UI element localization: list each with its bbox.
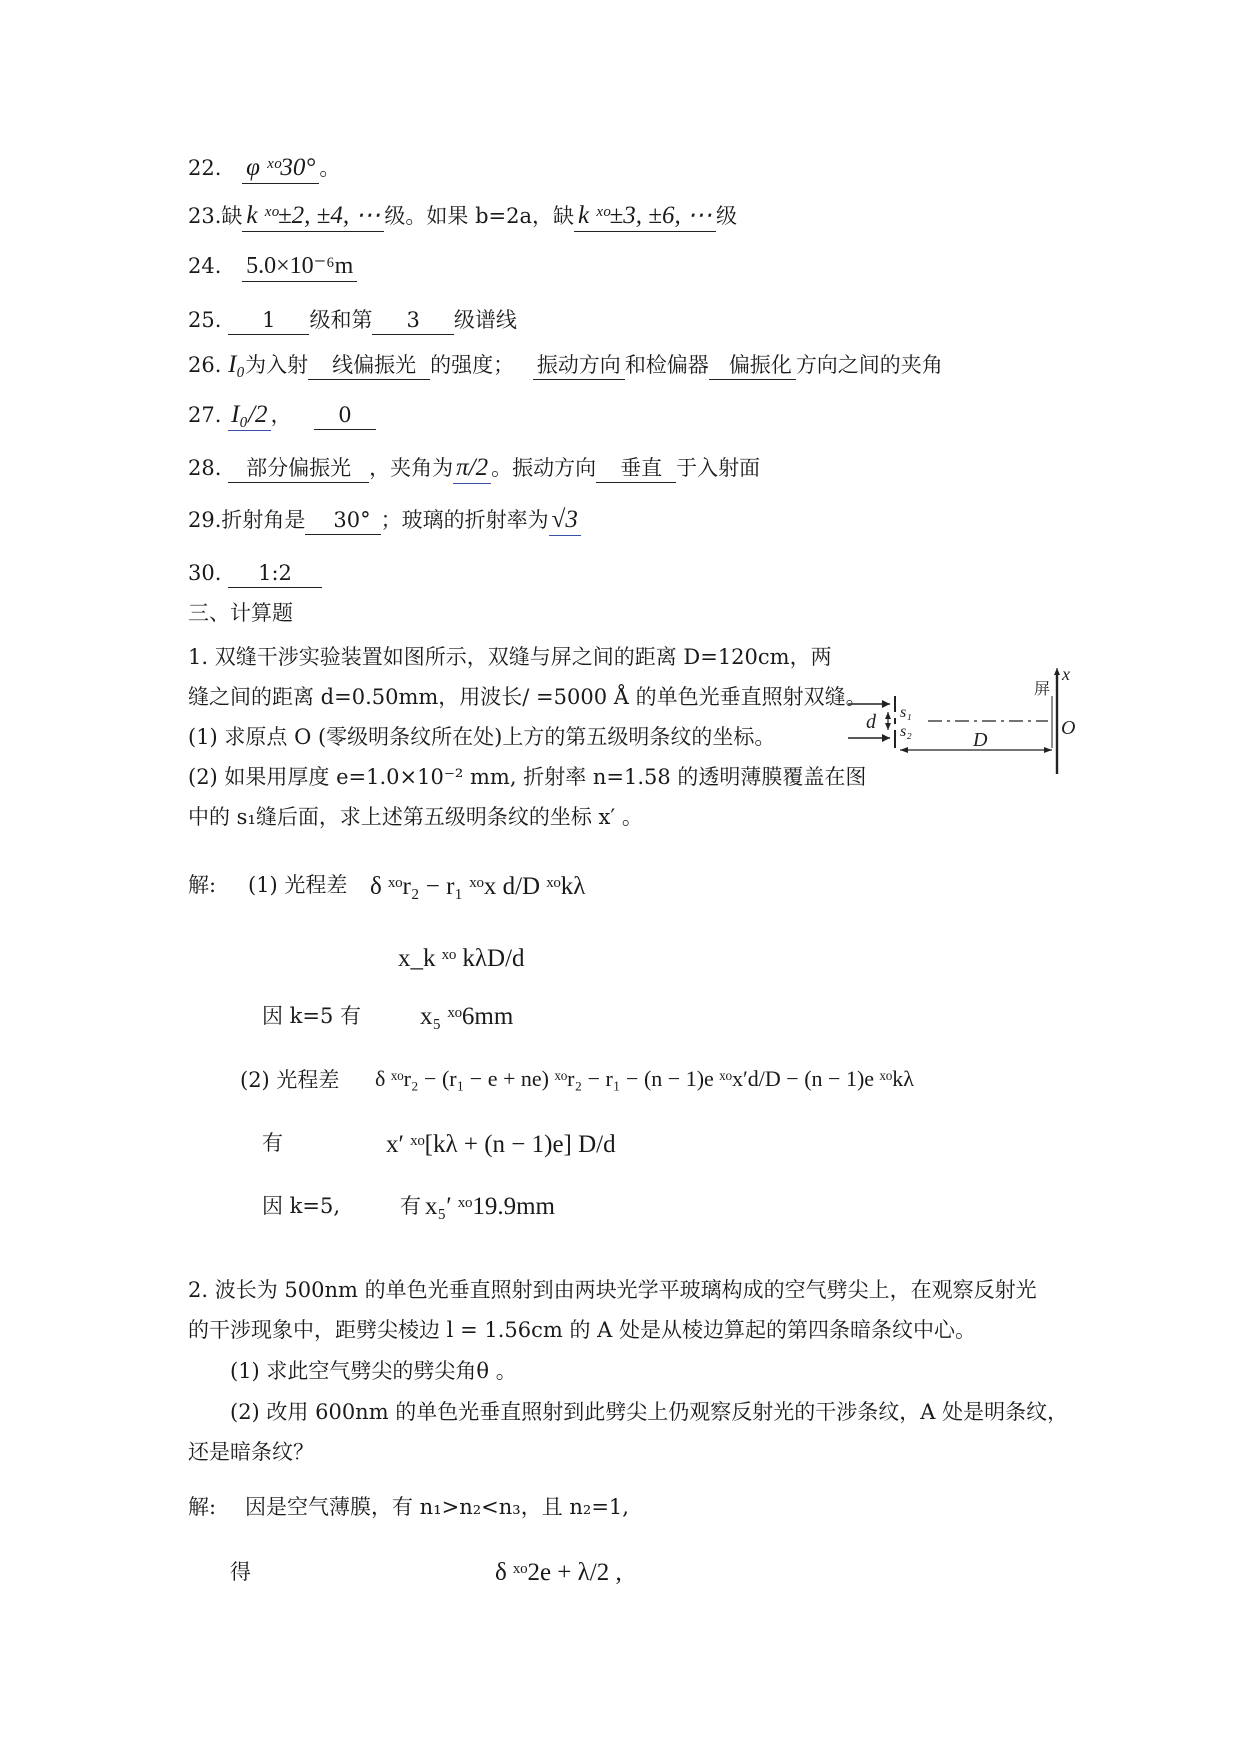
solution-step: 因是空气薄膜，有 n₁>n₂<n₃，且 n₂=1,	[245, 1495, 629, 1519]
answer-text: 级。如果 b=2a，缺	[384, 204, 574, 228]
answer-26	[188, 352, 943, 380]
solution-step: 因 k=5 有	[262, 1004, 362, 1028]
answer-text: 。	[319, 156, 341, 180]
problem1-line: (1) 求原点 O (零级明条纹所在处)上方的第五级明条纹的坐标。	[188, 725, 776, 749]
solution-step: 得	[230, 1560, 251, 1584]
answer-value: I₀/2	[231, 401, 268, 428]
problem2-line: (1) 求此空气劈尖的劈尖角θ 。	[230, 1359, 517, 1383]
problem1-line: (2) 如果用厚度 e=1.0×10⁻² mm, 折射率 n=1.58 的透明薄膜覆盖在图	[188, 765, 867, 789]
equation-new-position: x′ ˣᵒ[kλ + (n − 1)e] D/d	[386, 1131, 616, 1158]
answer-value: 5.0×10⁻⁶m	[246, 253, 354, 279]
equation-fringe-position: x_k ˣᵒ kλD/d	[398, 945, 525, 972]
answer-blank	[242, 254, 357, 282]
equation-path-difference: δ ˣᵒr₂ − r₁ ˣᵒx d/D ˣᵒkλ	[370, 873, 586, 900]
answer-27	[188, 402, 376, 431]
answer-28	[188, 455, 760, 484]
answer-text: 方向之间的夹角	[795, 353, 943, 377]
answer-blank: 3	[372, 310, 453, 335]
answer-text: ；玻璃的折射率为	[380, 508, 549, 532]
answer-text: 为入射	[245, 353, 309, 377]
solution-step: 有	[262, 1131, 283, 1155]
answer-text: 缺	[221, 204, 243, 228]
equation-result-x5-prime: x₅′ ˣᵒ19.9mm	[425, 1193, 556, 1220]
intensity-symbol: I₀	[228, 351, 246, 378]
answer-number: 26.	[188, 353, 222, 377]
solution-step: (1) 光程差	[248, 873, 348, 897]
problem1-line: 1. 双缝干涉实验装置如图所示，双缝与屏之间的距离 D=120cm，两	[188, 645, 832, 669]
screen-distance-label: D	[973, 729, 988, 751]
answer-text: 级谱线	[453, 308, 517, 332]
answer-text: 级	[715, 204, 737, 228]
equation-wedge-path-difference: δ ˣᵒ2e + λ/2 ,	[495, 1559, 622, 1586]
answer-number: 24.	[188, 254, 222, 278]
problem1-line: 中的 s₁缝后面，求上述第五级明条纹的坐标 x′ 。	[188, 805, 643, 829]
answer-blank	[574, 203, 716, 232]
slit2-label: s₂	[900, 723, 912, 740]
answer-23	[188, 203, 737, 232]
problem2-line: 还是暗条纹？	[188, 1440, 314, 1464]
equation-result-x5: x₅ ˣᵒ6mm	[420, 1003, 514, 1030]
solution-step: (2) 光程差	[240, 1068, 340, 1092]
answer-text: ，	[270, 403, 292, 427]
screen-label: 屏	[1034, 679, 1051, 698]
solution-step: 有	[400, 1194, 421, 1218]
answer-24	[188, 254, 357, 282]
answer-text: 级和第	[309, 308, 373, 332]
section-title: 三、计算题	[188, 601, 293, 625]
answer-blank: 1	[228, 310, 309, 335]
answer-blank: 振动方向	[533, 355, 625, 380]
answer-text: 于入射面	[676, 456, 761, 480]
problem2-line: (2) 改用 600nm 的单色光垂直照射到此劈尖上仍观察反射光的干涉条纹，A 处是明条纹，	[230, 1400, 1069, 1424]
answer-blank: 偏振化	[709, 355, 796, 380]
slit-distance-label: d	[866, 711, 876, 733]
equation-path-difference-film: δ ˣᵒr₂ − (r₁ − e + ne) ˣᵒr₂ − r₁ − (n − 1)e ˣᵒx′d/D − (n − 1)e ˣᵒkλ	[375, 1066, 914, 1091]
answer-number: 23.	[188, 204, 222, 228]
answer-22	[188, 155, 340, 184]
problem2-line: 2. 波长为 500nm 的单色光垂直照射到由两块光学平玻璃构成的空气劈尖上，在观察反射光	[188, 1278, 1037, 1302]
answer-number: 25.	[188, 308, 222, 332]
answer-blank	[242, 203, 384, 232]
answer-blank: 垂直	[596, 458, 676, 483]
origin-label: O	[1061, 717, 1076, 739]
solution-step: 因 k=5,	[262, 1194, 341, 1218]
answer-text: 和检偏器	[624, 353, 709, 377]
answer-text: 的强度；	[430, 353, 515, 377]
answer-25	[188, 310, 517, 335]
problem2-line: 的干涉现象中，距劈尖棱边 l = 1.56cm 的 A 处是从棱边算起的第四条暗条纹中心。	[188, 1318, 976, 1342]
answer-value: k ˣᵒ±3, ±6, ⋯	[578, 202, 712, 229]
answer-text: 折射角是	[221, 508, 306, 532]
x-axis-label: x	[1062, 668, 1070, 684]
answer-blank: 0	[314, 405, 375, 430]
answer-blank: 1:2	[228, 563, 322, 588]
answer-number: 22.	[188, 156, 222, 180]
solution-label: 解:	[188, 1495, 217, 1519]
answer-number: 28.	[188, 456, 222, 480]
answer-blank	[242, 155, 319, 184]
answer-blank: 部分偏振光	[228, 458, 369, 483]
problem1-line: 缝之间的距离 d=0.50mm，用波长/ =5000 Å 的单色光垂直照射双缝。	[188, 685, 867, 709]
answer-value: π/2	[456, 454, 489, 481]
answer-number: 30.	[188, 561, 222, 585]
answer-30	[188, 563, 322, 588]
answer-value: k ˣᵒ±2, ±4, ⋯	[246, 202, 381, 229]
answer-text: 。振动方向	[491, 456, 597, 480]
slit1-label: s₁	[900, 704, 912, 721]
answer-blank	[549, 507, 581, 536]
answer-blank: 30°	[305, 510, 380, 535]
answer-number: 27.	[188, 403, 222, 427]
double-slit-diagram	[848, 668, 1108, 778]
answer-value: √3	[551, 506, 578, 533]
answer-29	[188, 507, 581, 536]
answer-value: φ ˣᵒ30°	[246, 154, 316, 181]
answer-text: ，夹角为	[369, 456, 454, 480]
answer-blank	[453, 455, 491, 484]
answer-number: 29.	[188, 508, 222, 532]
solution-label: 解:	[188, 873, 217, 897]
answer-blank: 线偏振光	[308, 355, 430, 380]
answer-blank	[228, 402, 270, 431]
